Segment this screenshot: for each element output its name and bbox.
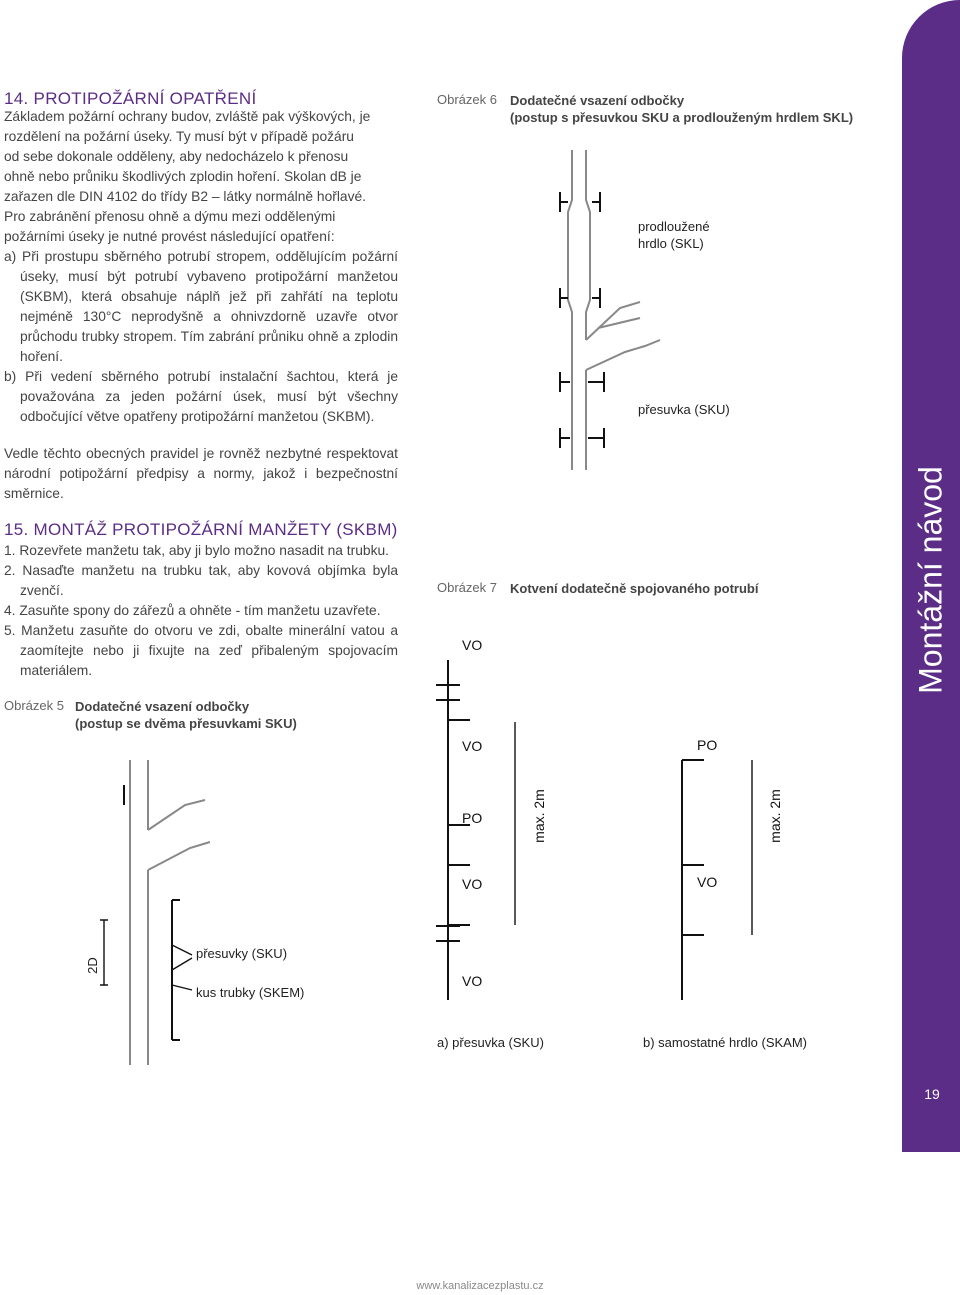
step-item: 4. Zasuňte spony do zářezů a ohněte - tím manžetu uzavřete.: [4, 603, 381, 618]
caption-line: (postup s přesuvkou SKU a prodlouženým hrdlem SKL): [510, 110, 854, 125]
figure-7-drawing: [436, 660, 752, 1000]
para-line: požárními úseky je nutné provést následující opatření:: [4, 229, 335, 244]
footer-url: www.kanalizacezplastu.cz: [416, 1280, 544, 1292]
figure-7-number: Obrázek 7: [437, 580, 497, 595]
label-vo: VO: [462, 973, 483, 989]
caption-a: a) přesuvka (SKU): [437, 1035, 544, 1050]
caption-line: Dodatečné vsazení odbočky: [510, 93, 685, 108]
label-vo: VO: [697, 874, 718, 890]
branch-pipe: [148, 800, 210, 870]
para-line: zařazen dle DIN 4102 do třídy B2 – látky normálně hořlavé.: [4, 189, 366, 204]
figure-6-drawing: [560, 150, 660, 470]
sleeve-left: [560, 192, 568, 308]
branch-pipe: [586, 302, 660, 370]
caption-b: b) samostatné hrdlo (SKAM): [643, 1035, 808, 1050]
label-vo: VO: [462, 637, 483, 653]
label-vo: VO: [462, 738, 483, 754]
label-line: hrdlo (SKL): [638, 236, 704, 251]
label-presuvka: přesuvka (SKU): [638, 402, 730, 417]
sidebar-title: Montážní návod: [912, 466, 949, 694]
item-b: b) Při vedení sběrného potrubí instalační šachtou, která je považována za jeden požární úsek, musí být všechny odbočující větve opatřeny protipožární manžetou (SKBM).: [4, 369, 398, 424]
section-14-title: 14. PROTIPOŽÁRNÍ OPATŘENÍ: [4, 89, 257, 108]
step-item: 5. Manžetu zasuňte do otvoru ve zdi, obalte minerální vatou a zaomítejte nebo ji fixujte na zeď přibaleným spojovacím materiálem.: [4, 623, 398, 678]
figure-5-drawing: [100, 760, 210, 1065]
pipe-wall-right-upper: [586, 150, 590, 340]
step-item: 1. Rozevřete manžetu tak, aby ji bylo možno nasadit na trubku.: [4, 543, 389, 558]
step-item: 2. Nasaďte manžetu na trubku tak, aby kovová objímka byla zvenčí.: [4, 563, 398, 598]
sleeve-right: [592, 192, 600, 308]
note-paragraph: Vedle těchto obecných pravidel je rovněž nezbytné respektovat národní potipožární předpisy a normy, jakož i bezpečnostní směrnice.: [4, 446, 398, 501]
figure-5-number: Obrázek 5: [4, 698, 64, 713]
para-line: Pro zabránění přenosu ohně a dýmu mezi oddělenými: [4, 209, 336, 224]
para-line: rozdělení na požární úseky. Ty musí být v případě požáru: [4, 129, 354, 144]
figure-7-caption: Kotvení dodatečně spojovaného potrubí: [510, 581, 759, 596]
para-line: ohně nebo průniku škodlivých zplodin hoření. Skolan dB je: [4, 169, 362, 184]
brackets-b: [682, 760, 704, 935]
label-po: PO: [462, 810, 483, 826]
label-po: PO: [697, 737, 718, 753]
dimension-2d: [100, 920, 108, 985]
label-2d: 2D: [84, 957, 100, 974]
coupling-right: [588, 372, 604, 448]
label-max-2m: max. 2m: [766, 789, 783, 843]
para-line: Základem požární ochrany budov, zvláště pak výškových, je: [4, 109, 371, 124]
caption-line: Dodatečné vsazení odbočky: [75, 699, 250, 714]
leader-lines: [172, 945, 192, 990]
page-number: 19: [924, 1086, 940, 1102]
label-presuvky: přesuvky (SKU): [196, 946, 288, 961]
label-vo: VO: [462, 876, 483, 892]
caption-line: (postup se dvěma přesuvkami SKU): [75, 716, 297, 731]
coupling-left: [560, 372, 570, 448]
pipe-wall-left: [568, 150, 572, 470]
label-line: prodloužené: [638, 219, 710, 234]
item-a: a) Při prostupu sběrného potrubí stropem, oddělujícím požární úseky, musí být potrubí vybaveno protipožární manžetou (SKBM), která obsahuje náplň jež při zahřátí na teplotu nejméně 130°C neprodyšně a ohnivzdorně uzavře otvor průchodu trubky stropem. Tím zabrání průniku ohně a zplodin hoření.: [4, 249, 398, 364]
label-kus-trubky: kus trubky (SKEM): [196, 985, 305, 1000]
label-hrdlo: [638, 218, 710, 252]
para-line: od sebe dokonale odděleny, aby nedocházelo k přenosu: [4, 149, 349, 164]
label-max-2m: max. 2m: [530, 789, 547, 843]
figure-6-number: Obrázek 6: [437, 92, 497, 107]
section-15-title: 15. MONTÁŽ PROTIPOŽÁRNÍ MANŽETY (SKBM): [4, 520, 398, 539]
